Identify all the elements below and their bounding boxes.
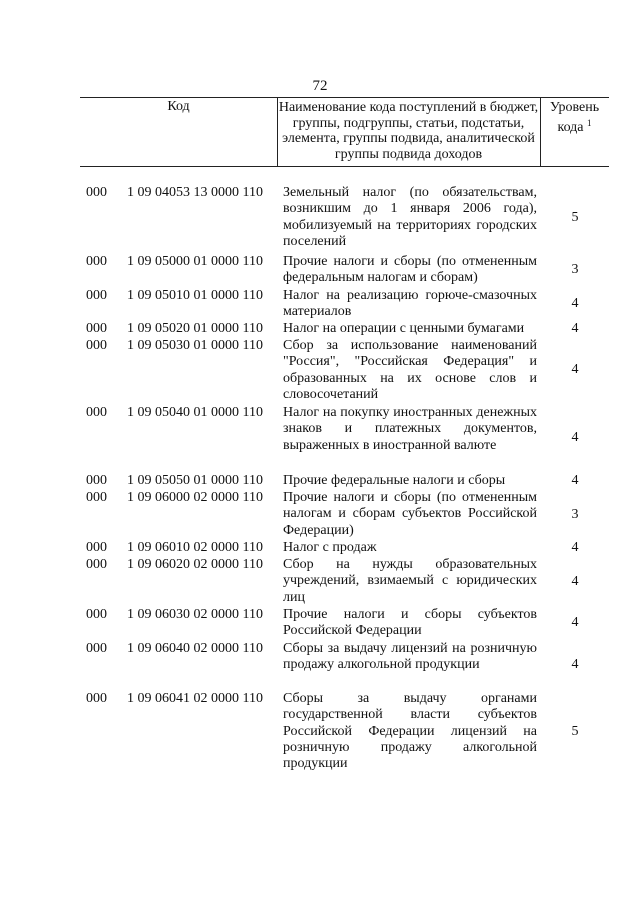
income-code: 1 09 05020 01 0000 110	[127, 321, 263, 336]
income-code: 1 09 04053 13 0000 110	[127, 185, 263, 200]
income-name: Прочие федеральные налоги и сборы	[283, 473, 506, 488]
admin-code: 000	[86, 641, 107, 656]
income-name: Прочие налоги и сборы (по отмененным налогам и сборам субъектов Российской Федерации)	[283, 490, 537, 538]
header-level-footnote: 1	[587, 117, 592, 128]
admin-code: 000	[86, 254, 107, 269]
code-level: 5	[571, 724, 579, 739]
admin-code: 000	[86, 490, 107, 505]
income-code: 1 09 05050 01 0000 110	[127, 473, 263, 488]
code-level: 4	[571, 657, 579, 672]
page-number: 72	[312, 78, 328, 94]
income-code: 1 09 06000 02 0000 110	[127, 490, 263, 505]
code-level: 5	[571, 210, 579, 225]
income-name: Налог на операции с ценными бумагами	[283, 321, 525, 336]
code-level: 4	[571, 430, 579, 445]
header-code: Код	[167, 99, 190, 114]
income-name: Прочие налоги и сборы субъектов Российской Федерации	[283, 607, 537, 639]
income-name: Прочие налоги и сборы (по отмененным федеральным налогам и сборам)	[283, 254, 537, 286]
code-level: 4	[571, 473, 579, 488]
admin-code: 000	[86, 473, 107, 488]
code-level: 3	[571, 507, 579, 522]
admin-code: 000	[86, 557, 107, 572]
admin-code: 000	[86, 338, 107, 353]
income-name: Налог на реализацию горюче-смазочных материалов	[283, 288, 537, 320]
income-name: Сбор на нужды образовательных учреждений, взимаемый с юридических лиц	[283, 557, 537, 605]
code-level: 4	[571, 574, 579, 589]
admin-code: 000	[86, 607, 107, 622]
code-level: 4	[571, 540, 579, 555]
code-level: 4	[571, 296, 579, 311]
header-level-word: кода	[557, 119, 584, 135]
admin-code: 000	[86, 185, 107, 200]
income-code: 1 09 05040 01 0000 110	[127, 405, 263, 420]
admin-code: 000	[86, 405, 107, 420]
admin-code: 000	[86, 288, 107, 303]
income-code: 1 09 06030 02 0000 110	[127, 607, 263, 622]
income-code: 1 09 06010 02 0000 110	[127, 540, 263, 555]
code-level: 4	[571, 615, 579, 630]
admin-code: 000	[86, 540, 107, 555]
code-level: 4	[571, 321, 579, 336]
income-name: Налог с продаж	[283, 540, 377, 555]
income-code: 1 09 05010 01 0000 110	[127, 288, 263, 303]
admin-code: 000	[86, 321, 107, 336]
income-code: 1 09 06040 02 0000 110	[127, 641, 263, 656]
income-name: Сборы за выдачу органами государственной власти субъектов Российской Федерации лицензий на розничную продажу алкогольной продукции	[283, 691, 537, 772]
admin-code: 000	[86, 691, 107, 706]
income-code: 1 09 06041 02 0000 110	[127, 691, 263, 706]
income-code: 1 09 05000 01 0000 110	[127, 254, 263, 269]
income-code: 1 09 06020 02 0000 110	[127, 557, 263, 572]
income-code: 1 09 05030 01 0000 110	[127, 338, 263, 353]
income-name: Сборы за выдачу лицензий на розничную продажу алкогольной продукции	[283, 641, 537, 673]
income-name: Налог на покупку иностранных денежных знаков и платежных документов, выраженных в иностранной валюте	[283, 405, 537, 453]
code-level: 3	[571, 262, 579, 277]
header-name: Наименование кода поступлений в бюджет, группы, подгруппы, статьи, подстатьи, элемента, группы подвида, аналитической группы подвида доходов	[278, 100, 539, 162]
header-level-line1: Уровень	[549, 100, 600, 115]
income-name: Земельный налог (по обязательствам, возникшим до 1 января 2006 года), мобилизуемый на территориях городских поселений	[283, 185, 537, 249]
code-level: 4	[571, 362, 579, 377]
income-name: Сбор за использование наименований "Россия", "Российская Федерация" и образованных на их основе слов и словосочетаний	[283, 338, 537, 402]
